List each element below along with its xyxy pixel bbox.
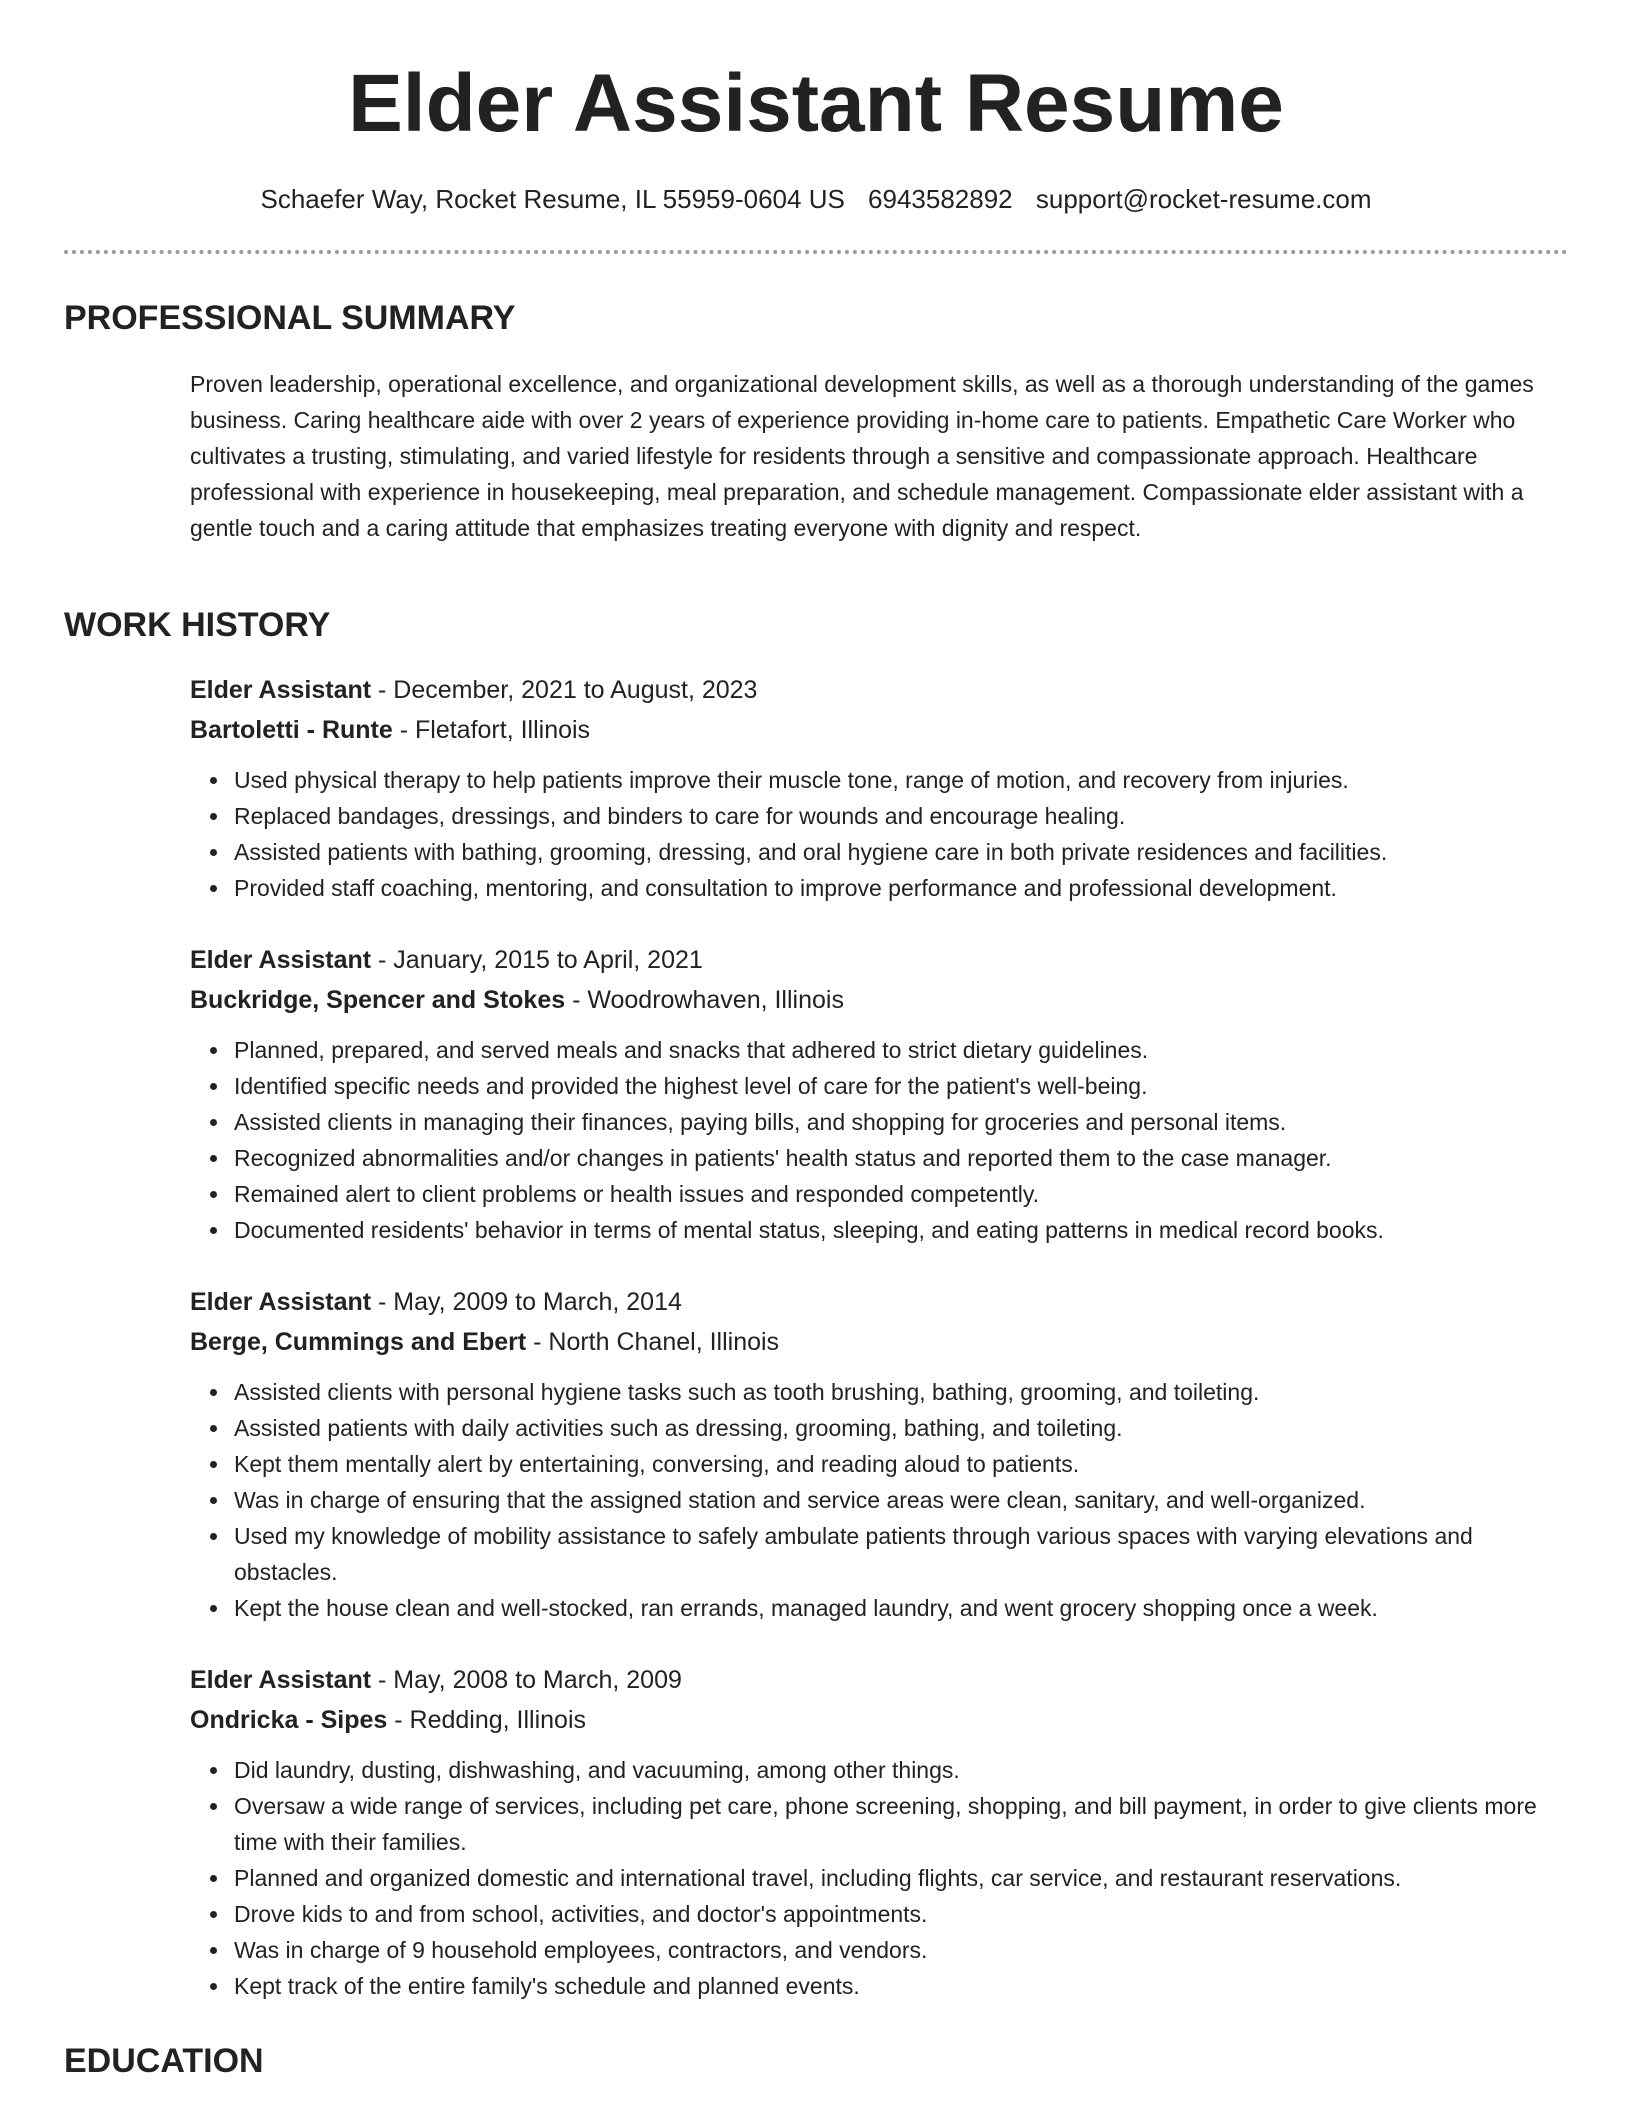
contact-phone: 6943582892 bbox=[868, 184, 1013, 214]
contact-email: support@rocket-resume.com bbox=[1035, 184, 1372, 214]
job-location: - Fletafort, Illinois bbox=[392, 716, 591, 744]
job-dates: - May, 2008 to March, 2009 bbox=[371, 1666, 682, 1694]
summary-heading: PROFESSIONAL SUMMARY bbox=[64, 299, 516, 337]
job-entry bbox=[190, 1282, 1570, 1626]
job-entry bbox=[190, 940, 1570, 1248]
job-bullet: Used physical therapy to help patients improve their muscle tone, range of motion, and recovery from injuries. bbox=[234, 762, 1570, 798]
job-bullet: Kept them mentally alert by entertaining, conversing, and reading aloud to patients. bbox=[234, 1446, 1570, 1482]
job-bullet: Identified specific needs and provided the highest level of care for the patient's well-being. bbox=[234, 1068, 1570, 1104]
job-title: Elder Assistant bbox=[190, 946, 372, 974]
job-bullets bbox=[190, 762, 1570, 906]
job-bullet: Documented residents' behavior in terms of mental status, sleeping, and eating patterns in medical record books. bbox=[234, 1212, 1570, 1248]
job-bullets bbox=[190, 1032, 1570, 1248]
job-bullet: Was in charge of ensuring that the assigned station and service areas were clean, sanitary, and well-organized. bbox=[234, 1482, 1570, 1518]
job-location: - Woodrowhaven, Illinois bbox=[565, 986, 844, 1014]
job-bullet: Assisted clients in managing their finances, paying bills, and shopping for groceries and personal items. bbox=[234, 1104, 1570, 1140]
job-bullet: Replaced bandages, dressings, and binders to care for wounds and encourage healing. bbox=[234, 798, 1570, 834]
job-title: Elder Assistant bbox=[190, 676, 372, 704]
job-title-line bbox=[190, 670, 1570, 710]
job-company: Buckridge, Spencer and Stokes bbox=[190, 986, 566, 1014]
job-company-line bbox=[190, 980, 1570, 1020]
job-company-line bbox=[190, 1322, 1570, 1362]
header-divider bbox=[64, 250, 1568, 254]
job-bullets bbox=[190, 1752, 1570, 2004]
job-bullet: Drove kids to and from school, activities, and doctor's appointments. bbox=[234, 1896, 1570, 1932]
job-bullet: Planned and organized domestic and international travel, including flights, car service, and restaurant reservations. bbox=[234, 1860, 1570, 1896]
job-company: Berge, Cummings and Ebert bbox=[190, 1328, 527, 1356]
job-dates: - December, 2021 to August, 2023 bbox=[371, 676, 758, 704]
job-bullet: Used my knowledge of mobility assistance to safely ambulate patients through various spaces with varying elevations and obstacles. bbox=[234, 1518, 1570, 1590]
work-history-heading: WORK HISTORY bbox=[64, 606, 331, 644]
job-company: Bartoletti - Runte bbox=[190, 716, 393, 744]
job-company: Ondricka - Sipes bbox=[190, 1706, 388, 1734]
job-bullet: Planned, prepared, and served meals and snacks that adhered to strict dietary guidelines. bbox=[234, 1032, 1570, 1068]
job-entry bbox=[190, 670, 1570, 906]
job-bullet: Remained alert to client problems or health issues and responded competently. bbox=[234, 1176, 1570, 1212]
job-company-line bbox=[190, 710, 1570, 750]
job-bullet: Provided staff coaching, mentoring, and consultation to improve performance and professional development. bbox=[234, 870, 1570, 906]
job-dates: - May, 2009 to March, 2014 bbox=[371, 1288, 682, 1316]
job-bullet: Oversaw a wide range of services, including pet care, phone screening, shopping, and bill payment, in order to give clients more time with their families. bbox=[234, 1788, 1570, 1860]
job-company-line bbox=[190, 1700, 1570, 1740]
job-bullets bbox=[190, 1374, 1570, 1626]
contact-address: Schaefer Way, Rocket Resume, IL 55959-0604 US bbox=[260, 184, 845, 214]
job-title-line bbox=[190, 1282, 1570, 1322]
job-dates: - January, 2015 to April, 2021 bbox=[371, 946, 703, 974]
job-location: - North Chanel, Illinois bbox=[526, 1328, 780, 1356]
job-title: Elder Assistant bbox=[190, 1288, 372, 1316]
job-entry bbox=[190, 1660, 1570, 2004]
education-heading: EDUCATION bbox=[64, 2042, 264, 2080]
contact-line bbox=[0, 182, 1632, 216]
summary-text: Proven leadership, operational excellence, and organizational development skills, as well as a thorough understanding of the games business. Caring healthcare aide with over 2 years of experience providing in-home care to patients. Empathetic Care Worker who cultivates a trusting, stimulating, and varied lifestyle for residents through a sensitive and compassionate approach. Healthcare professional with experience in housekeeping, meal preparation, and schedule management. Compassionate elder assistant with a gentle touch and a caring attitude that emphasizes treating everyone with dignity and respect. bbox=[190, 371, 1534, 541]
job-bullet: Assisted patients with bathing, grooming, dressing, and oral hygiene care in both private residences and facilities. bbox=[234, 834, 1570, 870]
job-bullet: Assisted clients with personal hygiene tasks such as tooth brushing, bathing, grooming, and toileting. bbox=[234, 1374, 1570, 1410]
job-title-line bbox=[190, 1660, 1570, 1700]
job-title-line bbox=[190, 940, 1570, 980]
job-location: - Redding, Illinois bbox=[387, 1706, 587, 1734]
job-bullet: Was in charge of 9 household employees, contractors, and vendors. bbox=[234, 1932, 1570, 1968]
job-bullet: Kept track of the entire family's schedule and planned events. bbox=[234, 1968, 1570, 2004]
job-title: Elder Assistant bbox=[190, 1666, 372, 1694]
job-bullet: Did laundry, dusting, dishwashing, and vacuuming, among other things. bbox=[234, 1752, 1570, 1788]
job-bullet: Kept the house clean and well-stocked, ran errands, managed laundry, and went grocery shopping once a week. bbox=[234, 1590, 1570, 1626]
job-bullet: Assisted patients with daily activities such as dressing, grooming, bathing, and toileting. bbox=[234, 1410, 1570, 1446]
resume-title: Elder Assistant Resume bbox=[348, 58, 1284, 149]
job-bullet: Recognized abnormalities and/or changes in patients' health status and reported them to the case manager. bbox=[234, 1140, 1570, 1176]
